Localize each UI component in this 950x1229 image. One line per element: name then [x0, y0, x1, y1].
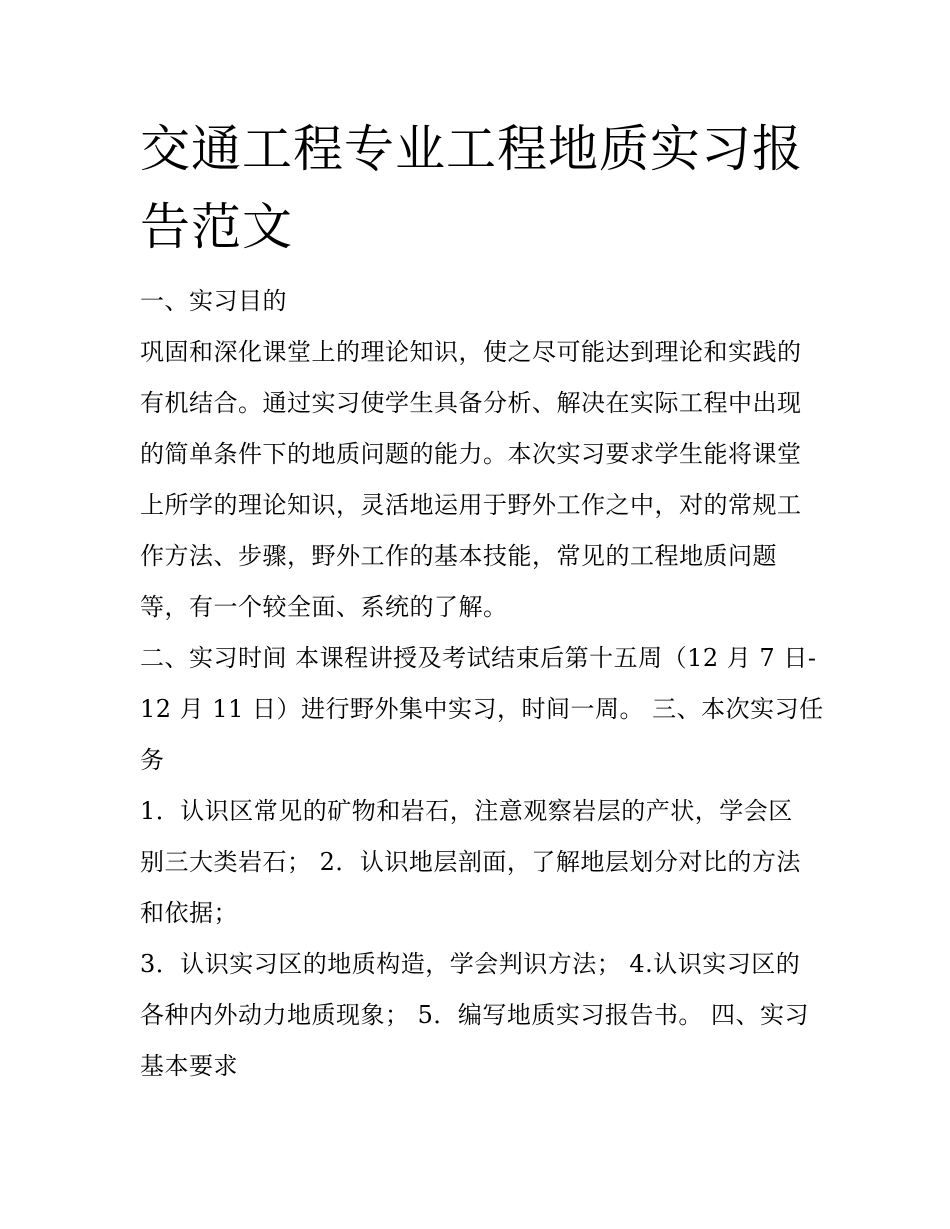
body-line: 的简单条件下的地质问题的能力。本次实习要求学生能将课堂	[140, 440, 802, 468]
body-line: 上所学的理论知识，灵活地运用于野外工作之中，对的常规工	[140, 491, 802, 519]
section-heading-purpose: 一、实习目的	[140, 287, 287, 315]
body-line: 12 月 11 日）进行野外集中实习，时间一周。 三、本次实习任	[140, 695, 824, 723]
title-line: 告范文	[140, 198, 293, 256]
document-title	[140, 110, 830, 266]
body-line: 巩固和深化课堂上的理论知识，使之尽可能达到理论和实践的	[140, 338, 802, 366]
document-body	[140, 276, 824, 1092]
body-line: 务	[140, 746, 165, 774]
task-line: 3．认识实习区的地质构造，学会判识方法； 4.认识实习区的	[140, 950, 801, 978]
body-line: 有机结合。通过实习使学生具备分析、解决在实际工程中出现	[140, 389, 802, 417]
task-line: 和依据；	[140, 899, 238, 927]
task-line: 1．认识区常见的矿物和岩石，注意观察岩层的产状，学会区	[140, 797, 793, 825]
task-line: 各种内外动力地质现象； 5．编写地质实习报告书。 四、实习	[140, 1001, 810, 1029]
section-heading-requirements: 基本要求	[140, 1052, 238, 1080]
body-line: 等，有一个较全面、系统的了解。	[140, 593, 508, 621]
task-line: 别三大类岩石； 2．认识地层剖面，了解地层划分对比的方法	[140, 848, 801, 876]
section-heading-time: 二、实习时间 本课程讲授及考试结束后第十五周（12 月 7 日-	[140, 644, 817, 672]
body-line: 作方法、步骤，野外工作的基本技能，常见的工程地质问题	[140, 542, 777, 570]
title-line: 交通工程专业工程地质实习报	[140, 120, 803, 178]
